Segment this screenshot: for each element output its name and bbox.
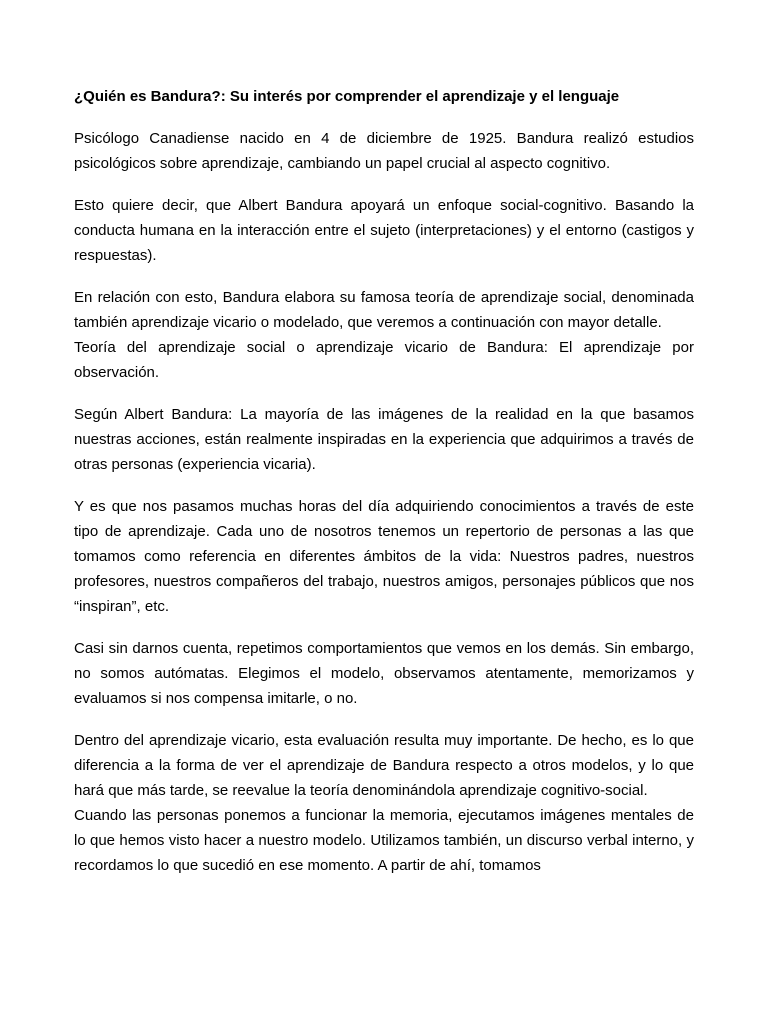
paragraph: Esto quiere decir, que Albert Bandura apoyará un enfoque social-cognitivo. Basando la conducta humana en la interacción entre el sujeto (interpretaciones) y el entorno (castigos y respuestas).	[74, 197, 694, 264]
paragraph: Y es que nos pasamos muchas horas del día adquiriendo conocimientos a través de este tipo de aprendizaje. Cada uno de nosotros tenemos un repertorio de personas a las que tomamos como referencia en diferentes ámbitos de la vida: Nuestros padres, nuestros profesores, nuestros compañeros del trabajo, nuestros amigos, personajes públicos que nos “inspiran”, etc.	[74, 498, 694, 615]
paragraph: Teoría del aprendizaje social o aprendizaje vicario de Bandura: El aprendizaje por observación.	[74, 339, 694, 381]
paragraph: Casi sin darnos cuenta, repetimos comportamientos que vemos en los demás. Sin embargo, no somos autómatas. Elegimos el modelo, observamos atentamente, memorizamos y evaluamos si nos compensa imitarle, o no.	[74, 640, 694, 707]
document-body	[74, 84, 694, 895]
document-title: ¿Quién es Bandura?: Su interés por comprender el aprendizaje y el lenguaje	[74, 88, 620, 105]
paragraph: Psicólogo Canadiense nacido en 4 de diciembre de 1925. Bandura realizó estudios psicológicos sobre aprendizaje, cambiando un papel crucial al aspecto cognitivo.	[74, 130, 694, 172]
paragraph: Cuando las personas ponemos a funcionar la memoria, ejecutamos imágenes mentales de lo que hemos visto hacer a nuestro modelo. Utilizamos también, un discurso verbal interno, y recordamos lo que sucedió en ese momento. A partir de ahí, tomamos	[74, 807, 694, 874]
paragraph: En relación con esto, Bandura elabora su famosa teoría de aprendizaje social, denominada también aprendizaje vicario o modelado, que veremos a continuación con mayor detalle.	[74, 289, 694, 331]
paragraph: Dentro del aprendizaje vicario, esta evaluación resulta muy importante. De hecho, es lo que diferencia a la forma de ver el aprendizaje de Bandura respecto a otros modelos, y lo que hará que más tarde, se reevalue la teoría denominándola aprendizaje cognitivo-social.	[74, 732, 694, 799]
paragraph: Según Albert Bandura: La mayoría de las imágenes de la realidad en la que basamos nuestras acciones, están realmente inspiradas en la experiencia que adquirimos a través de otras personas (experiencia vicaria).	[74, 406, 694, 473]
